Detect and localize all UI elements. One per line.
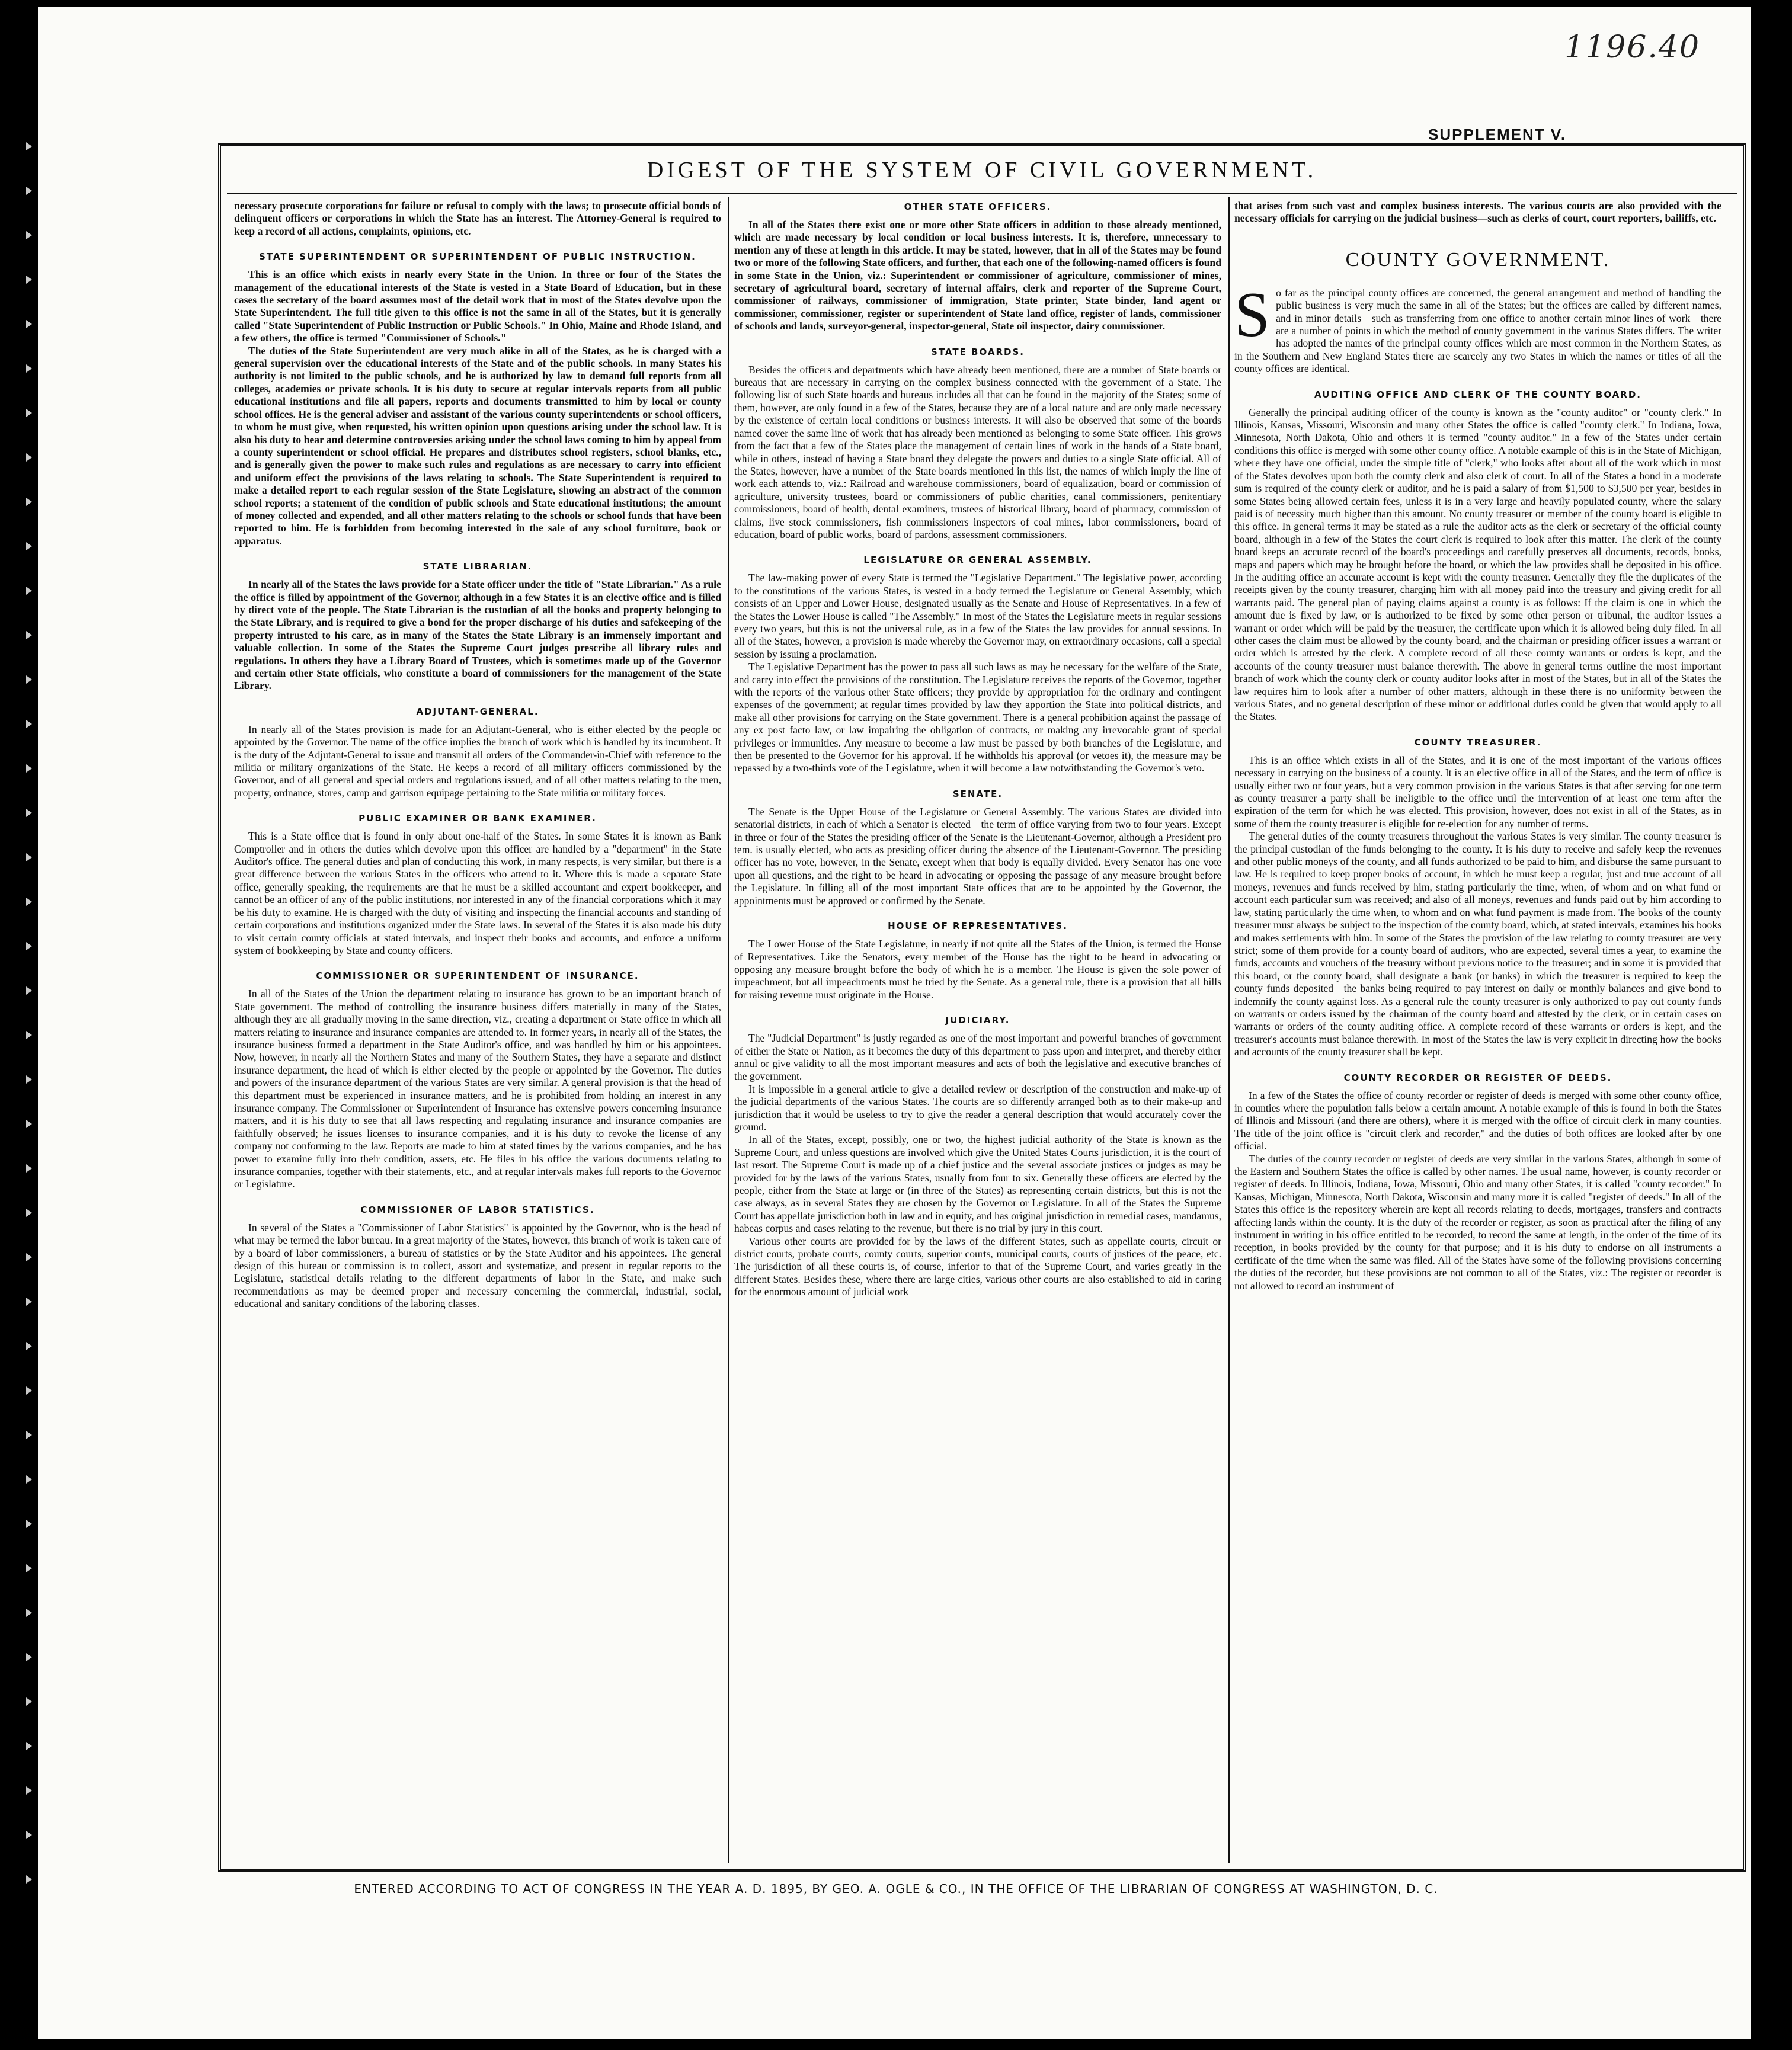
paragraph: In nearly all of the States provision is made for an Adjutant-General, who is either elected by the people or appointed by the Governor. The name of the office implies the branch of work which is handled by its incumbent. It is the duty of the Adjutant-General to issue and transmit all orders of the Commander-in-Chief with reference to the militia or military organizations of the State. He keeps a record of all military officers commissioned by the Governor, and of all general and special orders and regulations issued, and of all other matters relating to the men, property, ordnance, stores, camp and garrison equipage pertaining to the State militia or military forces. <box>234 723 721 799</box>
paragraph: that arises from such vast and complex business interests. The various courts are also provided with the necessary officials for carrying on the judicial business—such as clerks of court, court reporters, bailiffs, etc. <box>1234 200 1721 225</box>
column-divider <box>728 197 729 1863</box>
binding-mark <box>26 986 32 995</box>
binding-mark <box>26 1742 32 1750</box>
paragraph: In all of the States, except, possibly, one or two, the highest judicial authority of the State is known as the Supreme Court, and unless questions are involved which give the United States Courts jurisdiction, it is the court of last resort. The Supreme Court is made up of a chief justice and the several associate justices or judges as may be provided for by the laws of the various States, usually from four to six. Generally these officers are elected by the people, either from the State at large or (in three of the States) as representing certain districts, but this is not the case always, as in several States they are chosen by the Governor or Legislature. In all of the States the Supreme Court has appellate jurisdiction both in law and in equity, and has original jurisdiction in remedial cases, mandamus, habeas corpus and cases relating to the revenue, but there is no trial by jury in this court. <box>734 1133 1221 1235</box>
content-frame <box>218 143 1746 1872</box>
binding-mark <box>26 142 32 150</box>
section-heading: LEGISLATURE OR GENERAL ASSEMBLY. <box>863 555 1092 566</box>
binding-mark <box>26 675 32 684</box>
paragraph: The duties of the State Superintendent are very much alike in all of the States, as he is charged with a general supervision over the educational interests of the State and of the public schools. In many States his authority is not limited to the public schools, and he is authorized by law to demand full reports from all colleges, academies or private schools. It is his duty to secure at regular intervals reports from all public educational institutions and file all papers, reports and documents transmitted to him by local or county school offices. He is the general adviser and assistant of the various county superintendents or school officers, to whom he must give, when requested, his written opinion upon questions arising under the school law. It is also his duty to hear and determine controversies arising under the school laws coming to him by appeal from a county superintendent or school official. He prepares and distributes school registers, school blanks, etc., and is generally given the power to make such rules and regulations as are necessary to carry into efficient and uniform effect the provisions of the laws relating to schools. The State Superintendent is required to make a detailed report to each regular session of the State Legislature, showing an abstract of the common school reports; a statement of the condition of public schools and State educational institutions; the amount of money collected and expended, and all other matters relating to the schools or school funds that have been reported to him. He is forbidden from becoming interested in the sale of any school furniture, book or apparatus. <box>234 344 721 547</box>
paragraph: The law-making power of every State is termed the "Legislative Department." The legislative power, according to the constitutions of the various States, is vested in a body termed the Legislature or General Assembly, which consists of an Upper and Lower House, designated usually as the Senate and House of Representatives. In a few of the States the Lower House is called "The Assembly." In most of the States the Legislature meets in regular sessions every two years, but this is not the universal rule, as in a few of the States the law provides for annual sessions. In all of the States, however, a provision is made whereby the Governor may, on extraordinary occasions, call a special session by issuing a proclamation. <box>734 572 1221 660</box>
paragraph: This is a State office that is found in only about one-half of the States. In some States it is known as Bank Comptroller and in others the duties which devolve upon this officer are handled by a "department" in the State Auditor's office. The general duties and plan of conducting this work, in many respects, is very similar, but there is a great difference between the various States in the officers who attend to it. Where this is made a separate State office, generally speaking, the requirements are that he must be a skilled accountant and expert bookkeeper, and cannot be an officer of any of the public institutions, nor interested in any of the financial corporations which it may be his duty to examine. He is charged with the duty of visiting and inspecting the financial accounts and standing of certain corporations and institutions organized under the State laws. In several of the States it is also made his duty to visit certain county officials at stated intervals, and inspect their books and accounts, and enforce a uniform system of bookkeeping by State and county officers. <box>234 830 721 956</box>
binding-mark <box>26 1031 32 1039</box>
binding-mark <box>26 1653 32 1661</box>
binding-mark <box>26 542 32 550</box>
binding-mark <box>26 1520 32 1528</box>
binding-edge <box>17 0 34 2050</box>
column-1 <box>234 200 721 1860</box>
paragraph <box>1234 279 1721 376</box>
paragraph: This is an office which exists in all of the States, and it is one of the most important of the various offices necessary in carrying on the business of a county. It is an elective office in all of the States, and the term of office is usually either two or four years, but a very common provision in the various States is that after serving for one term as county treasurer a party shall be ineligible to the office until the intervention of at least one term after the expiration of the term for which he was elected. This provision, however, does not exist in all of the States, as in some of them the county treasurer is eligible for re-election for any number of terms. <box>1234 754 1721 829</box>
binding-mark <box>26 631 32 639</box>
binding-mark <box>26 898 32 906</box>
section-heading: HOUSE OF REPRESENTATIVES. <box>888 921 1068 932</box>
paragraph: In all of the States there exist one or more other State officers in addition to those already mentioned, which are made necessary by local condition or local business interests. It is, therefore, unnecessary to mention any of these at length in this article. It may be stated, however, that in all of the States may be found two or more of the following State officers, and further, that each one of the following-named officers is found in some State in the Union, viz.: Superintendent or commissioner of agriculture, commissioner of mines, secretary of agricultural board, secretary of internal affairs, clerk and reporter of the Supreme Court, commissioner of railways, commissioner of immigration, State printer, State binder, land agent or commissioner, commissioner, register or superintendent of State land office, register of lands, commissioner of schools and lands, surveyor-general, inspector-general, State oil inspector, dairy commissioner. <box>734 219 1221 332</box>
binding-mark <box>26 187 32 195</box>
section-heading: ADJUTANT-GENERAL. <box>416 706 539 717</box>
binding-mark <box>26 1164 32 1173</box>
column-3 <box>1234 200 1721 1860</box>
paragraph: The "Judicial Department" is justly regarded as one of the most important and powerful branches of government of either the State or Nation, as it becomes the duty of this department to pass upon and interpret, and thereby either annul or give validity to all the most important measures and acts of both the legislative and executive branches of the government. <box>734 1032 1221 1082</box>
paragraph: In a few of the States the office of county recorder or register of deeds is merged with some other county office, in counties where the population falls below a certain amount. A notable example of this is found in both the States of Illinois and Missouri (and there are others), where it is merged with the office of circuit clerk in many counties. The title of the joint office is "circuit clerk and recorder," and the duties of both offices are looked after by one official. <box>1234 1089 1721 1152</box>
binding-mark <box>26 720 32 728</box>
paragraph: The general duties of the county treasurers throughout the various States is very similar. The county treasurer is the principal custodian of the funds belonging to the county. It is his duty to receive and safely keep the revenues and other public moneys of the county, and all funds authorized to be paid to him, and disburse the same pursuant to law. He is required to keep proper books of account, in which he must keep a regular, just and true account of all moneys, revenues and funds received by him, stating particularly the time, when, of whom and on what fund or account each particular sum was received; and also of all moneys, revenues and funds paid out by him according to law, stating particularly the time when, to whom and on what fund payment is made from. The books of the county treasurer must always be subject to the inspection of the county board, which, at stated intervals, examines his books and makes settlements with him. In some of the States the provision of the law relating to county treasurer are very strict; some of them provide for a county board of auditors, who are expected, several times a year, to examine the funds, accounts and vouchers of the treasury without previous notice to the treasurer; and in some it is provided that this board, or the county board, shall designate a bank (or banks) in which the treasurer is required to keep the county funds deposited—the banks being required to pay interest on daily or monthly balances and give bond to indemnify the county against loss. As a general rule the county treasurer is only authorized to pay out county funds on warrants or orders issued by the chairman of the county board and attested by the clerk, or in certain cases on warrants or orders of the county auditing office. A complete record of these warrants or orders is kept, and the treasurer's accounts must balance therewith. In most of the States the law is very explicit in directing how the books and accounts of the county treasurer shall be kept. <box>1234 830 1721 1058</box>
paragraph: The Legislative Department has the power to pass all such laws as may be necessary for the welfare of the State, and carry into effect the provisions of the constitution. The Legislature receives the reports of the Governor, together with the reports of the various other State officers; they provide by appropriation for the ordinary and contingent expenses of the government; at regular times provided by law they apportion the State into political districts, and make all other provisions for carrying on the State government. There is a general prohibition against the passage of any ex post facto law, or law impairing the obligation of contracts, or making any irrevocable grant of special privileges or immunities. Any measure to become a law must be passed by both branches of the Legislature, and then be presented to the Governor for his approval. If he withholds his approval (or vetoes it), the measure may be repassed by a two-thirds vote of the Legislature, when it will become a law notwithstanding the Governor's veto. <box>734 661 1221 774</box>
binding-mark <box>26 1342 32 1350</box>
binding-mark <box>26 1386 32 1395</box>
section-heading: AUDITING OFFICE AND CLERK OF THE COUNTY BOARD. <box>1314 389 1641 400</box>
section-heading: PUBLIC EXAMINER OR BANK EXAMINER. <box>359 813 597 824</box>
binding-mark <box>26 409 32 417</box>
section-heading: SENATE. <box>952 788 1003 799</box>
paragraph: Various other courts are provided for by the laws of the different States, such as appellate courts, circuit or district courts, probate courts, county courts, superior courts, municipal courts, courts of justices of the peace, etc. The jurisdiction of all these courts is, of course, inferior to that of the Supreme Court, and varies greatly in the different States. Besides these, where there are large cities, various other courts are also established to aid in caring for the enormous amount of judicial work <box>734 1235 1221 1298</box>
binding-mark <box>26 1120 32 1128</box>
section-heading: STATE SUPERINTENDENT OR SUPERINTENDENT OF PUBLIC INSTRUCTION. <box>259 251 696 262</box>
binding-mark <box>26 1697 32 1706</box>
paragraph: The Senate is the Upper House of the Legislature or General Assembly. The various States are divided into senatorial districts, in each of which a Senator is elected—the term of office varying from two to four years. Except in three or four of the States the presiding officer of the Senate is the Lieutenant-Governor, although a President pro tem. is usually elected, who acts as presiding officer during the absence of the Lieutenant-Governor. The presiding officer has no vote, however, in the Senate, except when that body is equally divided. Every Senator has one vote upon all questions, and the right to be heard in advocating or opposing the passage of any measure brought before the Legislature. In filling all of the most important State offices that are to be appointed by the Governor, the appointments must be approved or confirmed by the Senate. <box>734 805 1221 907</box>
binding-mark <box>26 587 32 595</box>
paragraph: In nearly all of the States the laws provide for a State officer under the title of "State Librarian." As a rule the office is filled by appointment of the Governor, although in a few States it is an elective office and is filled by direct vote of the people. The State Librarian is the custodian of all the books and property belonging to the State Library, and is required to give a bond for the proper discharge of his duties and safekeeping of the property intrusted to his care, as in many of the States the State Library is an immensely important and valuable collection. In some of the States the Supreme Court judges prescribe all library rules and regulations. In others they have a Library Board of Trustees, which is sometimes made up of the Governor and certain other State officials, who constitute a board of commissioners for the management of the State Library. <box>234 578 721 692</box>
binding-mark <box>26 320 32 328</box>
column-divider <box>1228 197 1230 1863</box>
paragraph: necessary prosecute corporations for failure or refusal to comply with the laws; to prosecute official bonds of delinquent officers or corporations in which the State has an interest. The Attorney-General is required to keep a record of all actions, complaints, opinions, etc. <box>234 200 721 237</box>
section-heading: JUDICIARY. <box>945 1015 1010 1026</box>
section-heading: OTHER STATE OFFICERS. <box>904 201 1052 212</box>
binding-mark <box>26 764 32 773</box>
section-heading: STATE BOARDS. <box>931 346 1025 357</box>
binding-mark <box>26 853 32 861</box>
binding-mark <box>26 809 32 817</box>
binding-mark <box>26 1831 32 1839</box>
section-heading: STATE LIBRARIAN. <box>423 561 533 572</box>
paragraph: The Lower House of the State Legislature, in nearly if not quite all the States of the Union, is termed the House of Representatives. Like the Senators, every member of the House has the right to be heard in advocating or opposing any measure brought before the body of which he is a member. The House is given the sole power of impeachment, but all impeachments must be tried by the Senate. As a general rule, there is a provision that all bills for raising revenue must originate in the House. <box>734 938 1221 1001</box>
binding-mark <box>26 1564 32 1572</box>
page-title: DIGEST OF THE SYSTEM OF CIVIL GOVERNMENT. <box>647 158 1317 182</box>
binding-mark <box>26 1431 32 1439</box>
binding-mark <box>26 1475 32 1484</box>
paragraph: This is an office which exists in nearly every State in the Union. In three or four of the States the management of the educational interests of the State is vested in a State Board of Education, but in these cases the secretary of the board assumes most of the detail work that in most of the States devolve upon the State Superintendent. The full title given to this office is not the same in all of the States, but it is generally called "State Superintendent of Public Instruction or Public Schools." In Ohio, Maine and Rhode Island, and a few others, the office is termed "Commissioner of Schools." <box>234 268 721 344</box>
binding-mark <box>26 942 32 950</box>
title-divider <box>227 193 1737 194</box>
section-heading: COUNTY RECORDER OR REGISTER OF DEEDS. <box>1343 1072 1612 1083</box>
binding-mark <box>26 1609 32 1617</box>
paragraph: In all of the States of the Union the department relating to insurance has grown to be an important branch of State government. The method of controlling the insurance business differs materially in many of the States, although they are all gradually moving in the same direction, viz., creating a department or State office in which all matters relating to insurance and insurance companies are attended to. In former years, in nearly all of the States, the insurance business formed a department in the State Auditor's office, and was handled by him or his appointees. Now, however, in nearly all the Northern States and many of the Southern States, they have a separate and distinct insurance department, the head of which is either elected by the people or appointed by the Governor. The duties and powers of the insurance department of the various States are very similar. A general provision is that the head of this department must be experienced in insurance matters, and he is prohibited from holding an interest in any insurance company. The Commissioner or Superintendent of Insurance has extensive powers concerning insurance matters, and it is his duty to see that all laws respecting and regulating insurance and insurance companies are faithfully observed; he issues licenses to insurance companies, and it is his duty to revoke the license of any company not conforming to the law. Reports are made to him at stated times by the various companies, and he has power to examine fully into their condition, assets, etc. He files in his office the various documents relating to insurance companies, together with their statements, etc., and at regular intervals makes full reports to the Governor or Legislature. <box>234 988 721 1190</box>
section-heading: COUNTY TREASURER. <box>1414 736 1542 748</box>
paragraph: It is impossible in a general article to give a detailed review or description of the construction and make-up of the judicial departments of the various States. The courts are so differently arranged both as to their make-up and jurisdiction that it would be useless to try to give the reader a general description that would accurately cover the ground. <box>734 1082 1221 1133</box>
binding-mark <box>26 453 32 462</box>
copyright-footer: ENTERED ACCORDING TO ACT OF CONGRESS IN THE YEAR A. D. 1895, BY GEO. A. OGLE & CO., IN THE OFFICE OF THE LIBRARIAN OF CONGRESS AT WASHINGTON, D. C. <box>354 1882 1438 1896</box>
binding-mark <box>26 276 32 284</box>
binding-mark <box>26 1209 32 1217</box>
section-heading: COMMISSIONER OR SUPERINTENDENT OF INSURANCE. <box>316 970 639 982</box>
handwritten-note: 1196.40 <box>1564 30 1701 65</box>
paragraph: The duties of the county recorder or register of deeds are very similar in the various States, although in some of the Eastern and Southern States the office is called by other names. The usual name, however, is county recorder or register of deeds. In Illinois, Indiana, Iowa, Missouri, Ohio and many other States, it is called "county recorder." In Kansas, Michigan, Minnesota, North Dakota, Wisconsin and many more it is called "register of deeds." In all of the States this office is the repository wherein are kept all records relating to deeds, mortgages, transfers and contracts affecting lands within the county. It is the duty of the recorder or register, as soon as practical after the filing of any instrument in writing in his office entitled to be recorded, to record the same at length, in the order of the time of its reception, in books provided by the county for that purpose; and it is his duty to endorse on all instruments a certificate of the time when the same was filed. All of the States have some of the following provisions concerning the duties of the recorder, but these provisions are not common to all of the States, viz.: The register or recorder is not allowed to record an instrument of <box>1234 1152 1721 1292</box>
paragraph: Generally the principal auditing officer of the county is known as the "county auditor" or "county clerk." In Illinois, Kansas, Missouri, Wisconsin and many other States the office is called "county clerk." In Indiana, Iowa, Minnesota, North Dakota, Ohio and others it is termed "county auditor." In a few of the States under certain conditions this office is merged with some other county office. A notable example of this is in the State of Michigan, where they have one official, under the simple title of "clerk," who looks after about all of the work which in most of the States devolves upon both the county clerk and also clerk of court. In all of the States a bond in a moderate sum is required of the county clerk or auditor, and he is paid a salary of from $1,500 to $3,500 per year, besides in some States being allowed certain fees, unless it is in a very large and heavily populated county, where the salary paid is of necessity much higher than this amount. No county treasurer or member of the county board is eligible to this office. In general terms it may be stated as a rule the auditor acts as the clerk or secretary of the official county board, although in a few of the States the court clerk is required to look after this matter. The clerk of the county board keeps an accurate record of the board's proceedings and carefully preserves all documents, records, books, maps and papers which may be brought before the board, or which the law provides shall be deposited in his office. In the auditing office an accurate account is kept with the county treasurer. Generally they file the duplicates of the receipts given by the county treasurer, charging him with all money paid into the treasury and giving credit for all warrants paid. The general plan of paying claims against a county is as follows: If the claim is one in which the amount due is fixed by law, or is authorized to be fixed by some other person or tribunal, the auditor issues a warrant or order which will be paid by the treasurer, the certificate upon which it is allowed being duly filed. In all other cases the claim must be allowed by the county board, and the chairman or presiding officer issues a warrant or order which is attested by the clerk. A complete record of all these county warrants or orders is kept, and the accounts of the county treasurer must balance therewith. The above in general terms outline the most important branch of work which the county clerk or county auditor looks after in most of the States, but in all of the States the law requires him to look after a number of other matters, although in these there is no uniformity between the various States, and no general description of these minor or additional duties could be given that would apply to all the States. <box>1234 406 1721 723</box>
binding-mark <box>26 1786 32 1795</box>
paragraph: In several of the States a "Commissioner of Labor Statistics" is appointed by the Governor, who is the head of what may be termed the labor bureau. In a great majority of the States, however, this branch of work is taken care of by a board of labor commissioners, a bureau of statistics or by the State Auditor and his appointees. The general design of this bureau or commission is to collect, assort and systematize, and present in regular reports to the Legislature, statistical details relating to the different departments of labor in the State, and make such recommendations as may be deemed proper and necessary concerning the commercial, industrial, social, educational and sanitary conditions of the laboring classes. <box>234 1221 721 1310</box>
binding-mark <box>26 1075 32 1084</box>
binding-mark <box>26 1298 32 1306</box>
drop-cap: S <box>1234 279 1271 350</box>
binding-mark <box>26 498 32 506</box>
column-2 <box>734 200 1221 1860</box>
paragraph-text: o far as the principal county offices are concerned, the general arrangement and method of handling the public business is very much the same in all of the States; but the offices are called by different names, and in minor details—such as transferring from one office to another certain minor lines of work—there are a number of points in which the method of county government in the various States differs. The writer has adopted the names of the principal county offices which are most common in the Northern States, as in the Southern and New England States there are scarcely any two States in which the names or titles of all the county offices are identical. <box>1234 286 1721 375</box>
paragraph: Besides the officers and departments which have already been mentioned, there are a number of State boards or bureaus that are necessary in carrying on the complex business connected with the government of a State. The following list of such State boards and bureaus includes all that can be found in the majority of the States; some of them, however, are only found in a few of the States, because they are of a local nature and are only made necessary by the existence of certain local conditions or business interests. It will also be observed that some of the boards named cover the same line of work that has already been mentioned as belonging to some State officer. This grows from the fact that a few of the States place the management of certain lines of work in the hands of a State board, while in others, instead of having a State board they delegate the powers and duties to a single State official. All of the States, however, have a number of the State boards mentioned in this list, the names of which imply the line of work each attends to, viz.: Railroad and warehouse commissioners, board of equalization, board or commission of agriculture, university trustees, board or commissioners of public charities, canal commissioners, penitentiary commissioners, board of health, dental examiners, trustees of historical library, board of pharmacy, commission of claims, live stock commissioners, fish commissioners inspectors of coal mines, labor commissioners, board of education, board of public works, board of pardons, assessment commissioners. <box>734 363 1221 540</box>
binding-mark <box>26 364 32 373</box>
section-heading: COMMISSIONER OF LABOR STATISTICS. <box>360 1204 595 1215</box>
county-government-heading: COUNTY GOVERNMENT. <box>1345 248 1611 271</box>
binding-mark <box>26 231 32 239</box>
binding-mark <box>26 1253 32 1261</box>
supplement-label: SUPPLEMENT V. <box>1428 126 1567 143</box>
